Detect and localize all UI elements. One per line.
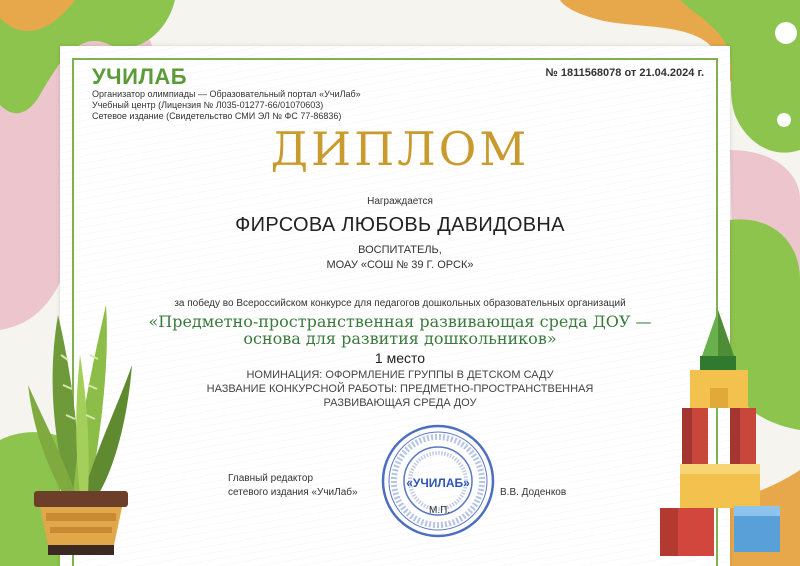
diploma-number: № 1811568078 от 21.04.2024 г. xyxy=(545,67,704,79)
contest-title-line-2: основа для развития дошкольников» xyxy=(243,329,557,348)
editor-title-line-2: сетевого издания «УчиЛаб» xyxy=(228,487,358,498)
stamp-label: М.П. xyxy=(429,505,451,516)
award-reason: за победу во Всероссийском конкурсе для педагогов дошкольных образовательных организаций xyxy=(174,298,626,309)
contest-title-line-1: «Предметно-пространственная развивающая среда ДОУ — xyxy=(148,312,652,331)
work-title: НАЗВАНИЕ КОНКУРСНОЙ РАБОТЫ: ПРЕДМЕТНО-ПРОСТРАНСТВЕННАЯ РАЗВИВАЮЩАЯ СРЕДА ДОУ xyxy=(206,383,594,409)
place-result: 1 место xyxy=(374,350,426,366)
editor-signature-block xyxy=(228,472,358,500)
school-line: МОАУ «СОШ № 39 Г. ОРСК» xyxy=(326,259,474,271)
signer-name: В.В. Доденков xyxy=(500,487,567,498)
recipient-position xyxy=(0,243,800,273)
stamp-text: «УЧИЛАБ» xyxy=(406,476,470,490)
position-line: ВОСПИТАТЕЛЬ, xyxy=(358,244,442,256)
organizer-line: Организатор олимпиады — Образовательный портал «УчиЛаб» xyxy=(92,89,361,99)
uchilab-logo: УЧИЛАБ xyxy=(92,64,188,89)
contest-title xyxy=(110,313,690,347)
nomination: НОМИНАЦИЯ: ОФОРМЛЕНИЕ ГРУППЫ В ДЕТСКОМ САДУ xyxy=(246,369,554,381)
awarded-label: Награждается xyxy=(367,196,433,207)
organizer-info xyxy=(92,89,392,122)
media-certificate-line: Сетевое издание (Свидетельство СМИ ЭЛ № ФС 77-86836) xyxy=(92,111,342,121)
license-line: Учебный центр (Лицензия № Л035-01277-66/01070603) xyxy=(92,100,324,110)
recipient-name: ФИРСОВА ЛЮБОВЬ ДАВИДОВНА xyxy=(235,214,565,236)
round-seal-icon xyxy=(380,423,496,539)
editor-title-line-1: Главный редактор xyxy=(228,473,314,484)
diploma-title: ДИПЛОМ xyxy=(270,122,530,176)
toy-blocks-icon xyxy=(652,310,788,566)
snake-plant-icon xyxy=(28,295,138,566)
dot-white-1 xyxy=(775,22,797,44)
